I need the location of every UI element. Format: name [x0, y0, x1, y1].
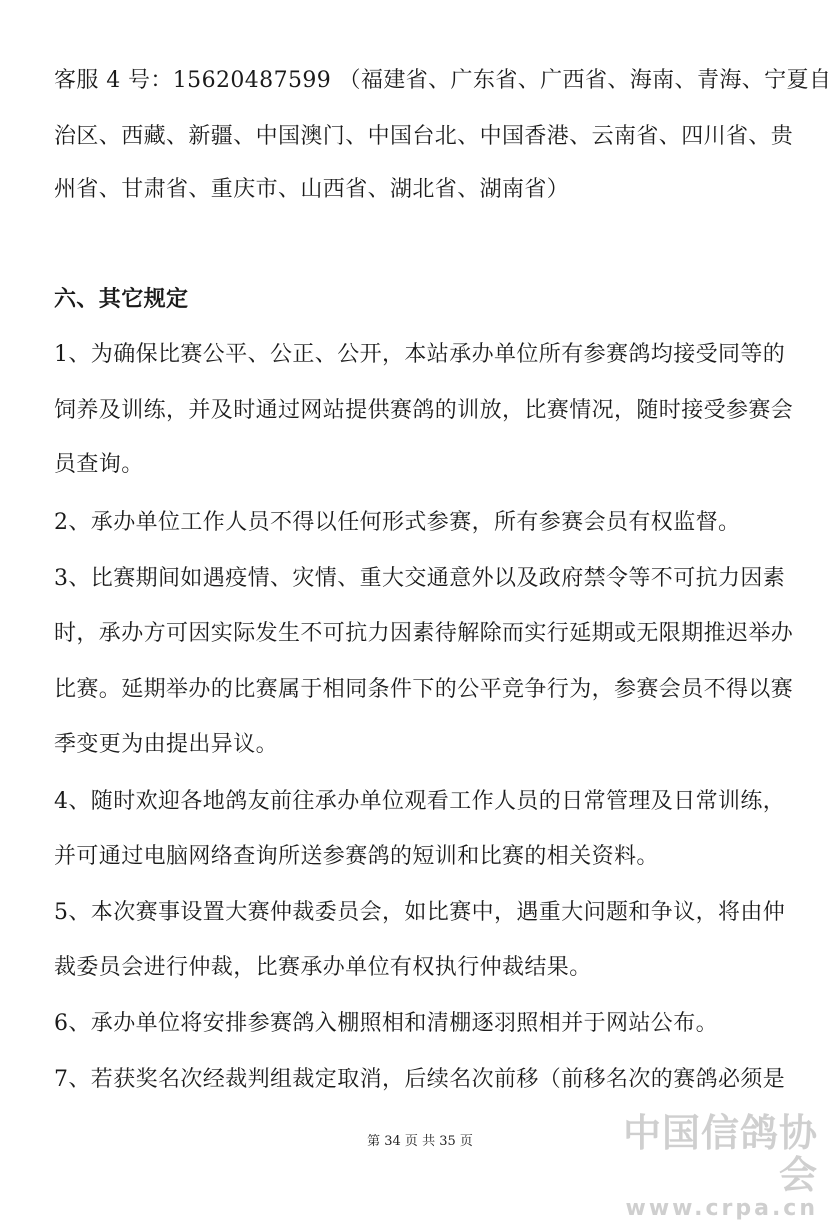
text-line: 比赛。延期举办的比赛属于相同条件下的公平竞争行为，参赛会员不得以赛 [54, 677, 794, 702]
text-line: 6、承办单位将安排参赛鸽入棚照相和清棚逐羽照相并于网站公布。 [54, 1011, 718, 1036]
text-line: 7、若获奖名次经裁判组裁定取消，后续名次前移（前移名次的赛鸽必须是 [54, 1067, 786, 1092]
watermark-logo [588, 1112, 818, 1222]
text-line: 饲养及训练，并及时通过网站提供赛鸽的训放，比赛情况，随时接受参赛会 [54, 398, 794, 423]
section-heading: 六、其它规定 [54, 286, 189, 312]
text-line: 3、比赛期间如遇疫情、灾情、重大交通意外以及政府禁令等不可抗力因素 [54, 566, 786, 591]
text-line: 2、承办单位工作人员不得以任何形式参赛，所有参赛会员有权监督。 [54, 510, 741, 535]
text-line: 4、随时欢迎各地鸽友前往承办单位观看工作人员的日常管理及日常训练， [54, 789, 786, 814]
text-line: 1、为确保比赛公平、公正、公开，本站承办单位所有参赛鸽均接受同等的 [54, 342, 786, 367]
text-line: 州省、甘肃省、重庆市、山西省、湖北省、湖南省） [54, 177, 570, 202]
text-line: 5、本次赛事设置大赛仲裁委员会，如比赛中，遇重大问题和争议，将由仲 [54, 900, 786, 925]
text-line: 时，承办方可因实际发生不可抗力因素待解除而实行延期或无限期推迟举办 [54, 621, 794, 646]
text-line: 并可通过电脑网络查询所送参赛鸽的短训和比赛的相关资料。 [54, 844, 659, 869]
text-line: 治区、西藏、新疆、中国澳门、中国台北、中国香港、云南省、四川省、贵 [54, 124, 794, 149]
watermark-url: www.crpa.cn [625, 1196, 818, 1221]
text-line: 客服 4 号：15620487599 （福建省、广东省、广西省、海南、青海、宁夏自 [54, 68, 832, 93]
text-line: 季变更为由提出异议。 [54, 732, 279, 757]
page-number-footer: 第 34 页 共 35 页 [367, 1134, 473, 1149]
text-line: 裁委员会进行仲裁，比赛承办单位有权执行仲裁结果。 [54, 955, 592, 980]
text-line: 员查询。 [54, 452, 144, 477]
watermark-name: 中国信鸽协会 [622, 1111, 818, 1197]
